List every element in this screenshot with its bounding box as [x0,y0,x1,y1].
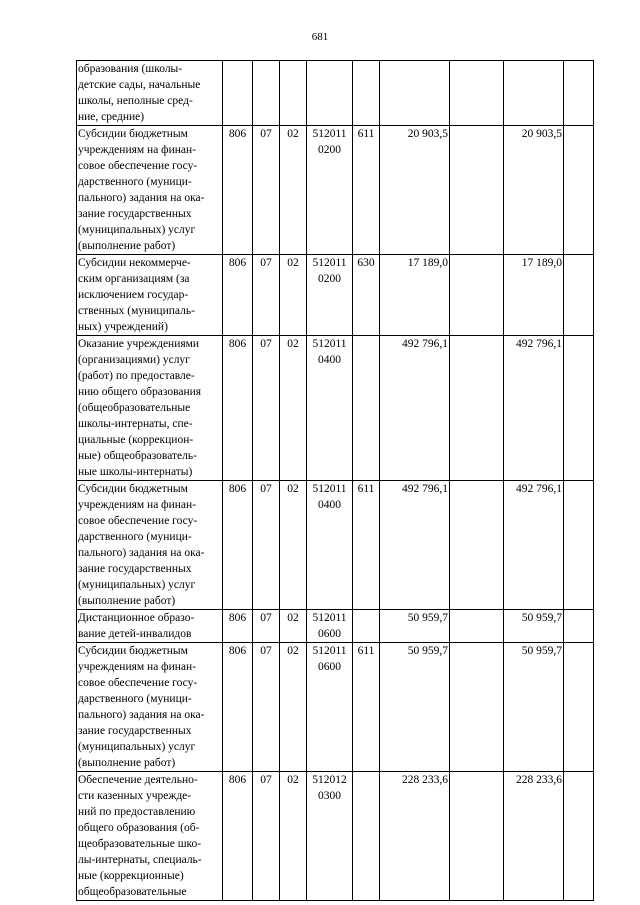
extra-cell [564,336,594,481]
article-code-cell: 512011 0400 [307,481,353,610]
expense-type-cell: 611 [353,481,380,610]
item-name-cell: образования (школы- детские сады, начальные школы, неполные сред- ние, средние) [77,61,223,126]
total-cell: 492 796,1 [504,336,564,481]
extra-cell [564,610,594,643]
expense-type-cell [353,61,380,126]
amount-extra-cell [450,61,504,126]
article-code-cell [307,61,353,126]
amount-cell: 492 796,1 [380,481,450,610]
amount-extra-cell [450,126,504,255]
table-row [77,481,594,610]
table-row [77,255,594,336]
budget-table [76,60,594,901]
amount-cell: 17 189,0 [380,255,450,336]
section-code-cell: 07 [253,336,280,481]
amount-extra-cell [450,772,504,901]
item-name-cell: Субсидии бюджетным учреждениям на финан- совое обеспечение госу- дарственного (муници- пального) задания на ока- зание государственных (муниципальных) услуг (выполнение работ) [77,481,223,610]
extra-cell [564,481,594,610]
item-name-cell: Субсидии некоммерче- ским организациям (за исключением государ- ственных (муниципаль- ных) учреждений) [77,255,223,336]
subsection-code-cell: 02 [280,643,307,772]
ministry-code-cell: 806 [223,481,253,610]
item-name-cell: Субсидии бюджетным учреждениям на финан- совое обеспечение госу- дарственного (муници- пального) задания на ока- зание государственных (муниципальных) услуг (выполнение работ) [77,126,223,255]
table-row [77,610,594,643]
amount-cell: 20 903,5 [380,126,450,255]
amount-cell: 50 959,7 [380,610,450,643]
item-name-cell: Субсидии бюджетным учреждениям на финан- совое обеспечение госу- дарственного (муници- пального) задания на ока- зание государственных (муниципальных) услуг (выполнение работ) [77,643,223,772]
section-code-cell: 07 [253,126,280,255]
ministry-code-cell: 806 [223,643,253,772]
extra-cell [564,643,594,772]
section-code-cell: 07 [253,610,280,643]
expense-type-cell [353,610,380,643]
article-code-cell: 512012 0300 [307,772,353,901]
amount-extra-cell [450,481,504,610]
table-row [77,643,594,772]
extra-cell [564,126,594,255]
amount-cell [380,61,450,126]
expense-type-cell [353,336,380,481]
total-cell: 50 959,7 [504,610,564,643]
expense-type-cell [353,772,380,901]
amount-cell: 228 233,6 [380,772,450,901]
amount-cell: 492 796,1 [380,336,450,481]
extra-cell [564,772,594,901]
item-name-cell: Оказание учреждениями (организациями) услуг (работ) по предоставле- нию общего образования (общеобразовательные школы-интернаты, спе- циальные (коррекцион- ные) общеобразователь- ные школы-интернаты) [77,336,223,481]
ministry-code-cell: 806 [223,610,253,643]
article-code-cell: 512011 0400 [307,336,353,481]
section-code-cell: 07 [253,643,280,772]
table-row [77,336,594,481]
section-code-cell [253,61,280,126]
total-cell: 20 903,5 [504,126,564,255]
article-code-cell: 512011 0600 [307,610,353,643]
table-row [77,126,594,255]
ministry-code-cell: 806 [223,126,253,255]
article-code-cell: 512011 0200 [307,255,353,336]
subsection-code-cell: 02 [280,772,307,901]
amount-extra-cell [450,336,504,481]
amount-extra-cell [450,255,504,336]
total-cell [504,61,564,126]
ministry-code-cell [223,61,253,126]
table-row [77,61,594,126]
article-code-cell: 512011 0200 [307,126,353,255]
article-code-cell: 512011 0600 [307,643,353,772]
amount-extra-cell [450,643,504,772]
subsection-code-cell: 02 [280,610,307,643]
amount-cell: 50 959,7 [380,643,450,772]
ministry-code-cell: 806 [223,772,253,901]
subsection-code-cell: 02 [280,126,307,255]
section-code-cell: 07 [253,481,280,610]
total-cell: 17 189,0 [504,255,564,336]
ministry-code-cell: 806 [223,336,253,481]
section-code-cell: 07 [253,255,280,336]
subsection-code-cell [280,61,307,126]
item-name-cell: Дистанционное образо- вание детей-инвалидов [77,610,223,643]
total-cell: 492 796,1 [504,481,564,610]
section-code-cell: 07 [253,772,280,901]
subsection-code-cell: 02 [280,255,307,336]
item-name-cell: Обеспечение деятельно- сти казенных учрежде- ний по предоставлению общего образования (об- щеобразовательные шко- лы-интернаты, специаль- ные (коррекционные) общеобразовательные [77,772,223,901]
expense-type-cell: 630 [353,255,380,336]
expense-type-cell: 611 [353,643,380,772]
page-number: 681 [311,31,329,43]
extra-cell [564,255,594,336]
subsection-code-cell: 02 [280,336,307,481]
ministry-code-cell: 806 [223,255,253,336]
table-row [77,772,594,901]
total-cell: 228 233,6 [504,772,564,901]
extra-cell [564,61,594,126]
expense-type-cell: 611 [353,126,380,255]
amount-extra-cell [450,610,504,643]
total-cell: 50 959,7 [504,643,564,772]
subsection-code-cell: 02 [280,481,307,610]
